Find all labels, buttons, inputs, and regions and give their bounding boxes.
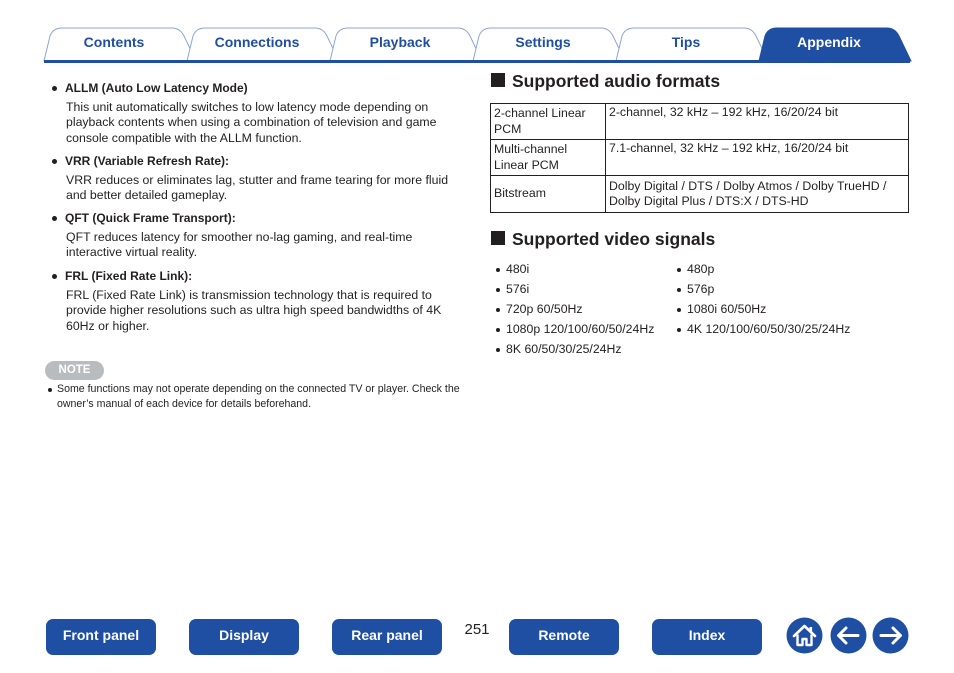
table-row xyxy=(491,140,909,176)
list-item: 576i xyxy=(496,282,529,297)
table-row xyxy=(491,104,909,140)
tab-baseline xyxy=(44,60,910,63)
list-item: 480p xyxy=(677,262,714,277)
top-tab-bar xyxy=(0,0,954,64)
table-cell: 2-channel, 32 kHz – 192 kHz, 16/20/24 bit xyxy=(606,104,909,140)
feature-body: VRR reduces or eliminates lag, stutter and frame tearing for more fluid and better detailed gameplay. xyxy=(66,173,449,203)
list-item: 480i xyxy=(496,262,529,277)
list-item: 8K 60/50/30/25/24Hz xyxy=(496,342,622,357)
feature-body: QFT reduces latency for smoother no-lag gaming, and real-time interactive virtual reality. xyxy=(66,230,413,260)
list-item: 576p xyxy=(677,282,714,297)
tab-playback[interactable]: Playback xyxy=(369,34,431,50)
note-text: Some functions may not operate depending on the connected TV or player. Check the owner’s manual of each device for details beforehand. xyxy=(48,382,468,411)
rear-panel-button[interactable]: Rear panel xyxy=(332,619,442,655)
display-button[interactable]: Display xyxy=(189,619,299,655)
audio-formats-table xyxy=(490,103,909,213)
audio-formats-heading: Supported audio formats xyxy=(490,71,720,91)
tab-settings[interactable]: Settings xyxy=(515,34,571,50)
table-cell: Dolby Digital / DTS / Dolby Atmos / Dolby TrueHD / Dolby Digital Plus / DTS:X / DTS-HD xyxy=(606,176,909,213)
note-badge: NOTE xyxy=(45,361,104,380)
home-icon[interactable] xyxy=(786,617,823,654)
arrow-right-icon[interactable] xyxy=(872,617,909,654)
tab-connections[interactable]: Connections xyxy=(214,34,300,50)
feature-title: VRR (Variable Refresh Rate): xyxy=(52,154,464,169)
index-button[interactable]: Index xyxy=(652,619,762,655)
video-signals-heading: Supported video signals xyxy=(490,229,715,249)
feature-title: ALLM (Auto Low Latency Mode) xyxy=(52,81,464,96)
tab-shapes xyxy=(0,0,954,64)
feature-body: FRL (Fixed Rate Link) is transmission technology that is required to provide higher resolutions such as ultra high speed bandwidths of 4K 60Hz or higher. xyxy=(66,288,442,333)
tab-appendix[interactable]: Appendix xyxy=(797,34,861,50)
list-item: 720p 60/50Hz xyxy=(496,302,583,317)
tab-contents[interactable]: Contents xyxy=(83,34,145,50)
remote-button[interactable]: Remote xyxy=(509,619,619,655)
list-item: 1080i 60/50Hz xyxy=(677,302,766,317)
feature-title: FRL (Fixed Rate Link): xyxy=(52,269,464,284)
front-panel-button[interactable]: Front panel xyxy=(46,619,156,655)
page-number: 251 xyxy=(464,621,490,638)
table-cell: 2-channel Linear PCM xyxy=(491,104,606,140)
feature-frl xyxy=(52,269,464,334)
list-item: 1080p 120/100/60/50/24Hz xyxy=(496,322,654,337)
table-cell: 7.1-channel, 32 kHz – 192 kHz, 16/20/24 bit xyxy=(606,140,909,176)
feature-vrr xyxy=(52,154,464,204)
list-item: 4K 120/100/60/50/30/25/24Hz xyxy=(677,322,850,337)
feature-title: QFT (Quick Frame Transport): xyxy=(52,211,464,226)
arrow-left-icon[interactable] xyxy=(830,617,867,654)
table-cell: Multi-channel Linear PCM xyxy=(491,140,606,176)
table-row xyxy=(491,176,909,213)
feature-body: This unit automatically switches to low latency mode depending on playback contents when using a combination of television and game console compatible with the ALLM function. xyxy=(66,100,437,145)
feature-allm xyxy=(52,81,464,146)
tab-tips[interactable]: Tips xyxy=(671,34,701,50)
table-cell: Bitstream xyxy=(491,176,606,213)
feature-qft xyxy=(52,211,464,261)
